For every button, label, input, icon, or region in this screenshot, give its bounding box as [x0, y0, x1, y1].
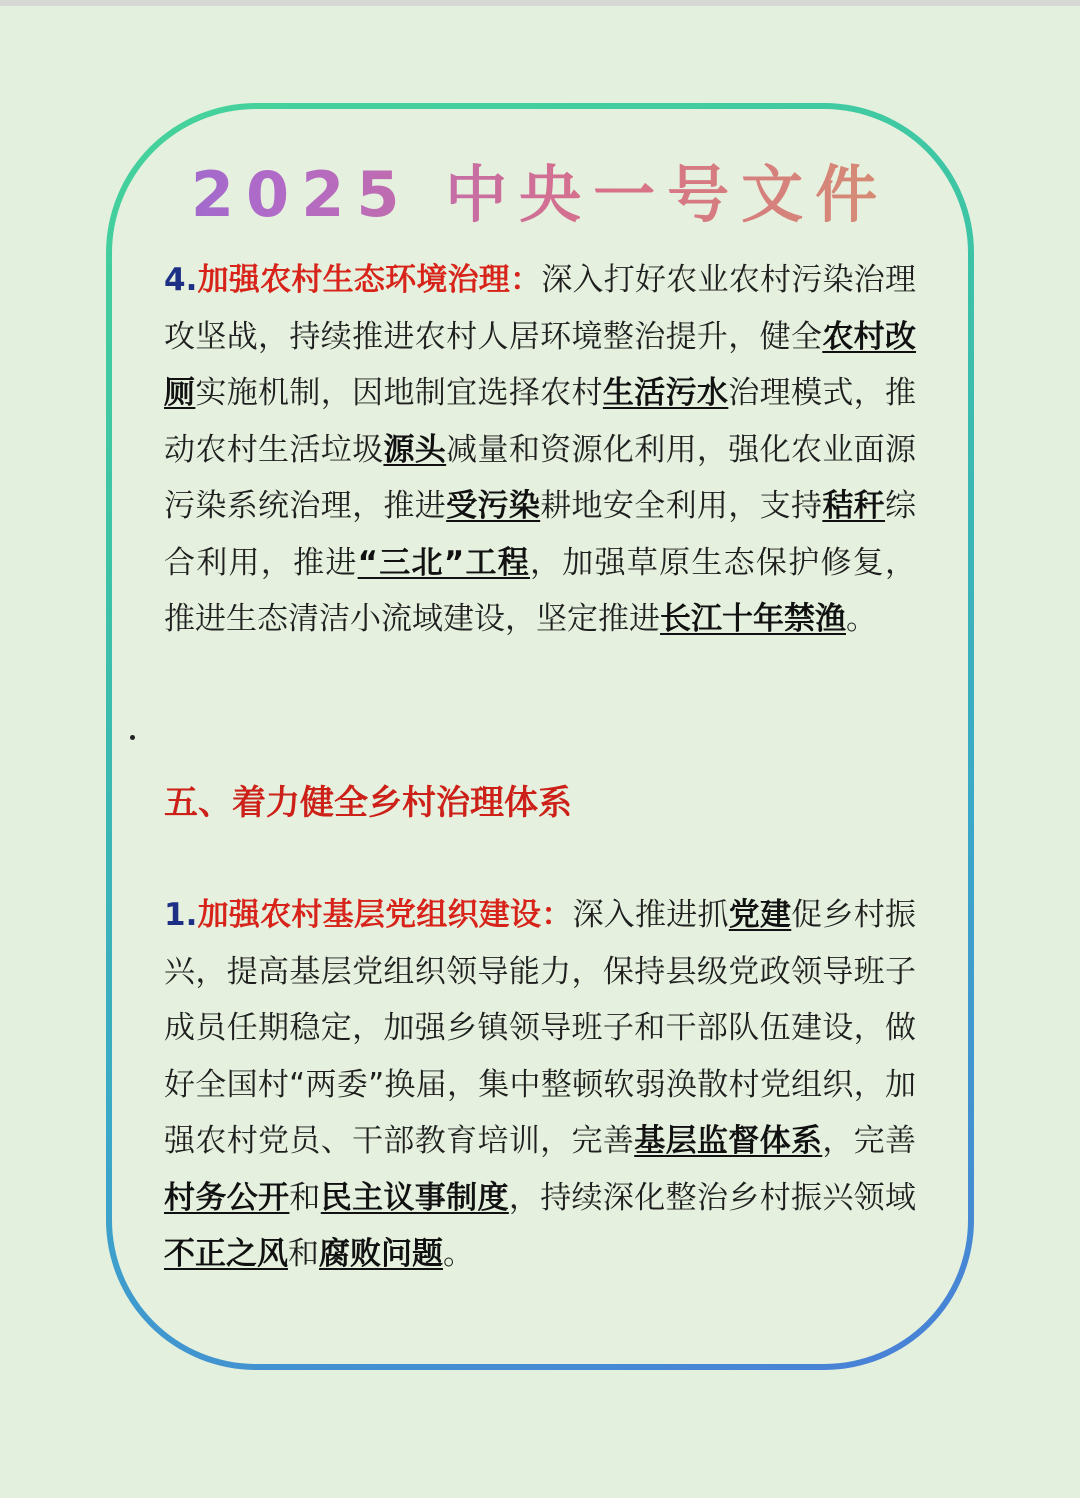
keyword: 农村改厕 — [164, 318, 917, 411]
body-text: 综合利用，推进 — [164, 488, 917, 581]
body-text: ，完善 — [822, 1123, 917, 1159]
keyword: 腐败问题 — [319, 1236, 443, 1272]
body-text: 深入推进抓 — [572, 897, 729, 933]
keyword: 民主议事制度 — [320, 1179, 509, 1216]
section-4-paragraph — [164, 252, 916, 648]
keyword: 源头 — [383, 431, 447, 468]
keyword: 长江十年禁渔 — [660, 601, 846, 637]
body-text: ，持续深化整治乡村振兴领域 — [508, 1179, 917, 1216]
body-text: 耕地安全利用，支持 — [540, 488, 823, 524]
body-text: 。 — [443, 1236, 474, 1272]
body-text: 和 — [289, 1179, 321, 1216]
chapter-heading: 五、着力健全乡村治理体系 — [164, 783, 572, 823]
heading-colon: ： — [510, 262, 542, 298]
keyword: 村务公开 — [164, 1179, 290, 1216]
body-text: ，加强草原生态保护修复，推进生态清洁小流域建设，坚定推进 — [164, 544, 917, 637]
keyword: “三北”工程 — [357, 544, 531, 581]
body-text: 。 — [846, 601, 877, 637]
page-title: 2025 中央一号文件 — [0, 155, 1080, 235]
body-text: 和 — [288, 1236, 319, 1272]
keyword: 基层监督体系 — [634, 1123, 823, 1159]
top-strip — [0, 0, 1080, 6]
bullet-dot — [130, 735, 135, 740]
keyword: 不正之风 — [164, 1236, 288, 1272]
heading-colon: ： — [541, 897, 573, 933]
keyword: 生活污水 — [602, 375, 729, 411]
body-text: 促乡村振兴，提高基层党组织领导能力，保持县级党政领导班子成员任期稳定，加强乡镇领导班子和干部队伍建设，做好全国村“两委”换届，集中整顿软弱涣散村党组织，加强农村党员、干部教育培训，完善 — [164, 897, 917, 1159]
body-text: 实施机制，因地制宜选择农村 — [195, 375, 603, 411]
body-text: 减量和资源化利用，强化农业面源污染系统治理，推进 — [164, 431, 917, 524]
section-number: 4. — [164, 262, 198, 298]
body-text: 治理模式，推动农村生活垃圾 — [164, 375, 917, 468]
keyword: 受污染 — [446, 488, 541, 524]
keyword: 秸秆 — [822, 488, 886, 524]
section-number: 1. — [164, 897, 198, 933]
section-1-paragraph — [164, 887, 916, 1283]
keyword: 党建 — [728, 897, 792, 933]
section-heading: 加强农村基层党组织建设 — [197, 897, 542, 933]
section-heading: 加强农村生态环境治理 — [197, 262, 511, 298]
body-text: 深入打好农业农村污染治理攻坚战，持续推进农村人居环境整治提升，健全 — [164, 262, 917, 355]
